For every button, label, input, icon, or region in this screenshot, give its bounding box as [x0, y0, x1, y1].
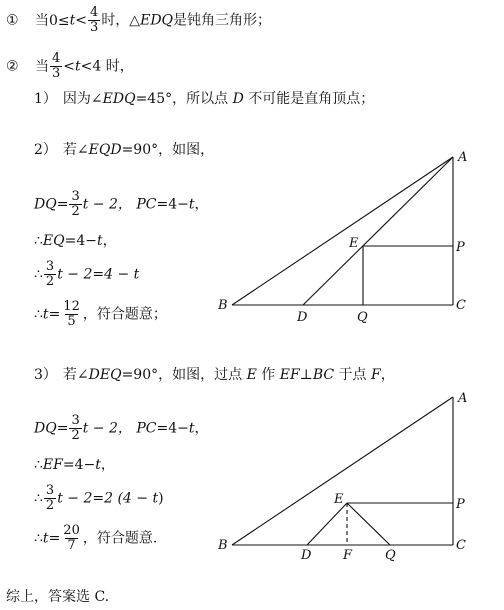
fraction: $\frac{20}{7}$: [63, 523, 80, 553]
sub2-heading: 2） 若∠EQD=90°，如图，: [34, 142, 215, 158]
label-P: P: [456, 497, 465, 512]
fraction: $\frac{4}{3}$: [90, 5, 99, 35]
sub2-eq3: ∴ $\frac{3}{2}$ t − 2=4 − t: [34, 259, 140, 289]
label-Q: Q: [357, 310, 368, 325]
label-C: C: [456, 538, 466, 553]
segment-AB: [232, 397, 453, 545]
label-D: D: [301, 548, 312, 563]
label-A: A: [458, 150, 468, 165]
segment-DE: [307, 503, 347, 545]
sub3-eq4: ∴t= $\frac{20}{7}$ ，符合题意.: [34, 523, 158, 553]
label-F: F: [343, 548, 353, 563]
label-E: E: [334, 492, 344, 507]
sub2-eq1: DQ= $\frac{3}{2}$ t − 2， PC=4−t，: [34, 189, 209, 219]
label-C: C: [456, 298, 466, 313]
fraction: $\frac{4}{3}$: [52, 51, 61, 81]
segment-EQ: [347, 503, 390, 545]
fraction: $\frac{3}{2}$: [45, 483, 55, 513]
case1-line: ① 当0≤t< $\frac{4}{3}$ 时，△EDQ是钝角三角形；: [6, 5, 272, 35]
fraction: $\frac{3}{2}$: [71, 413, 80, 443]
sub3-heading: 3） 若∠DEQ=90°，如图，过点 E 作 EF⊥BC 于点 F，: [34, 367, 395, 383]
case-marker: ②: [6, 58, 19, 75]
label-B: B: [218, 298, 228, 313]
label-D: D: [297, 310, 308, 325]
sub2-eq2: ∴EQ=4−t，: [34, 233, 117, 249]
case-marker: ①: [6, 12, 19, 29]
sub3-eq2: ∴EF=4−t，: [34, 457, 115, 473]
sub3-eq3: ∴ $\frac{3}{2}$ t − 2=2 (4 − t): [34, 483, 164, 513]
label-Q: Q: [385, 548, 396, 563]
label-E: E: [349, 236, 359, 251]
fraction: $\frac{3}{2}$: [71, 189, 80, 219]
label-B: B: [218, 538, 228, 553]
label-A: A: [458, 391, 468, 406]
fraction: $\frac{3}{2}$: [45, 259, 55, 289]
sub2-eq4: ∴t= $\frac{12}{5}$ ，符合题意；: [34, 299, 167, 329]
fraction: $\frac{12}{5}$: [63, 299, 80, 329]
conclusion: 综上，答案选 C.: [6, 589, 110, 605]
sub3-eq1: DQ= $\frac{3}{2}$ t − 2， PC=4−t，: [34, 413, 209, 443]
sub1-line: 1） 因为∠EDQ=45°，所以点 D 不可能是直角顶点；: [34, 91, 375, 107]
label-P: P: [456, 240, 465, 255]
case2-line: ② 当 $\frac{4}{3}$ <t<4 时，: [6, 51, 134, 81]
